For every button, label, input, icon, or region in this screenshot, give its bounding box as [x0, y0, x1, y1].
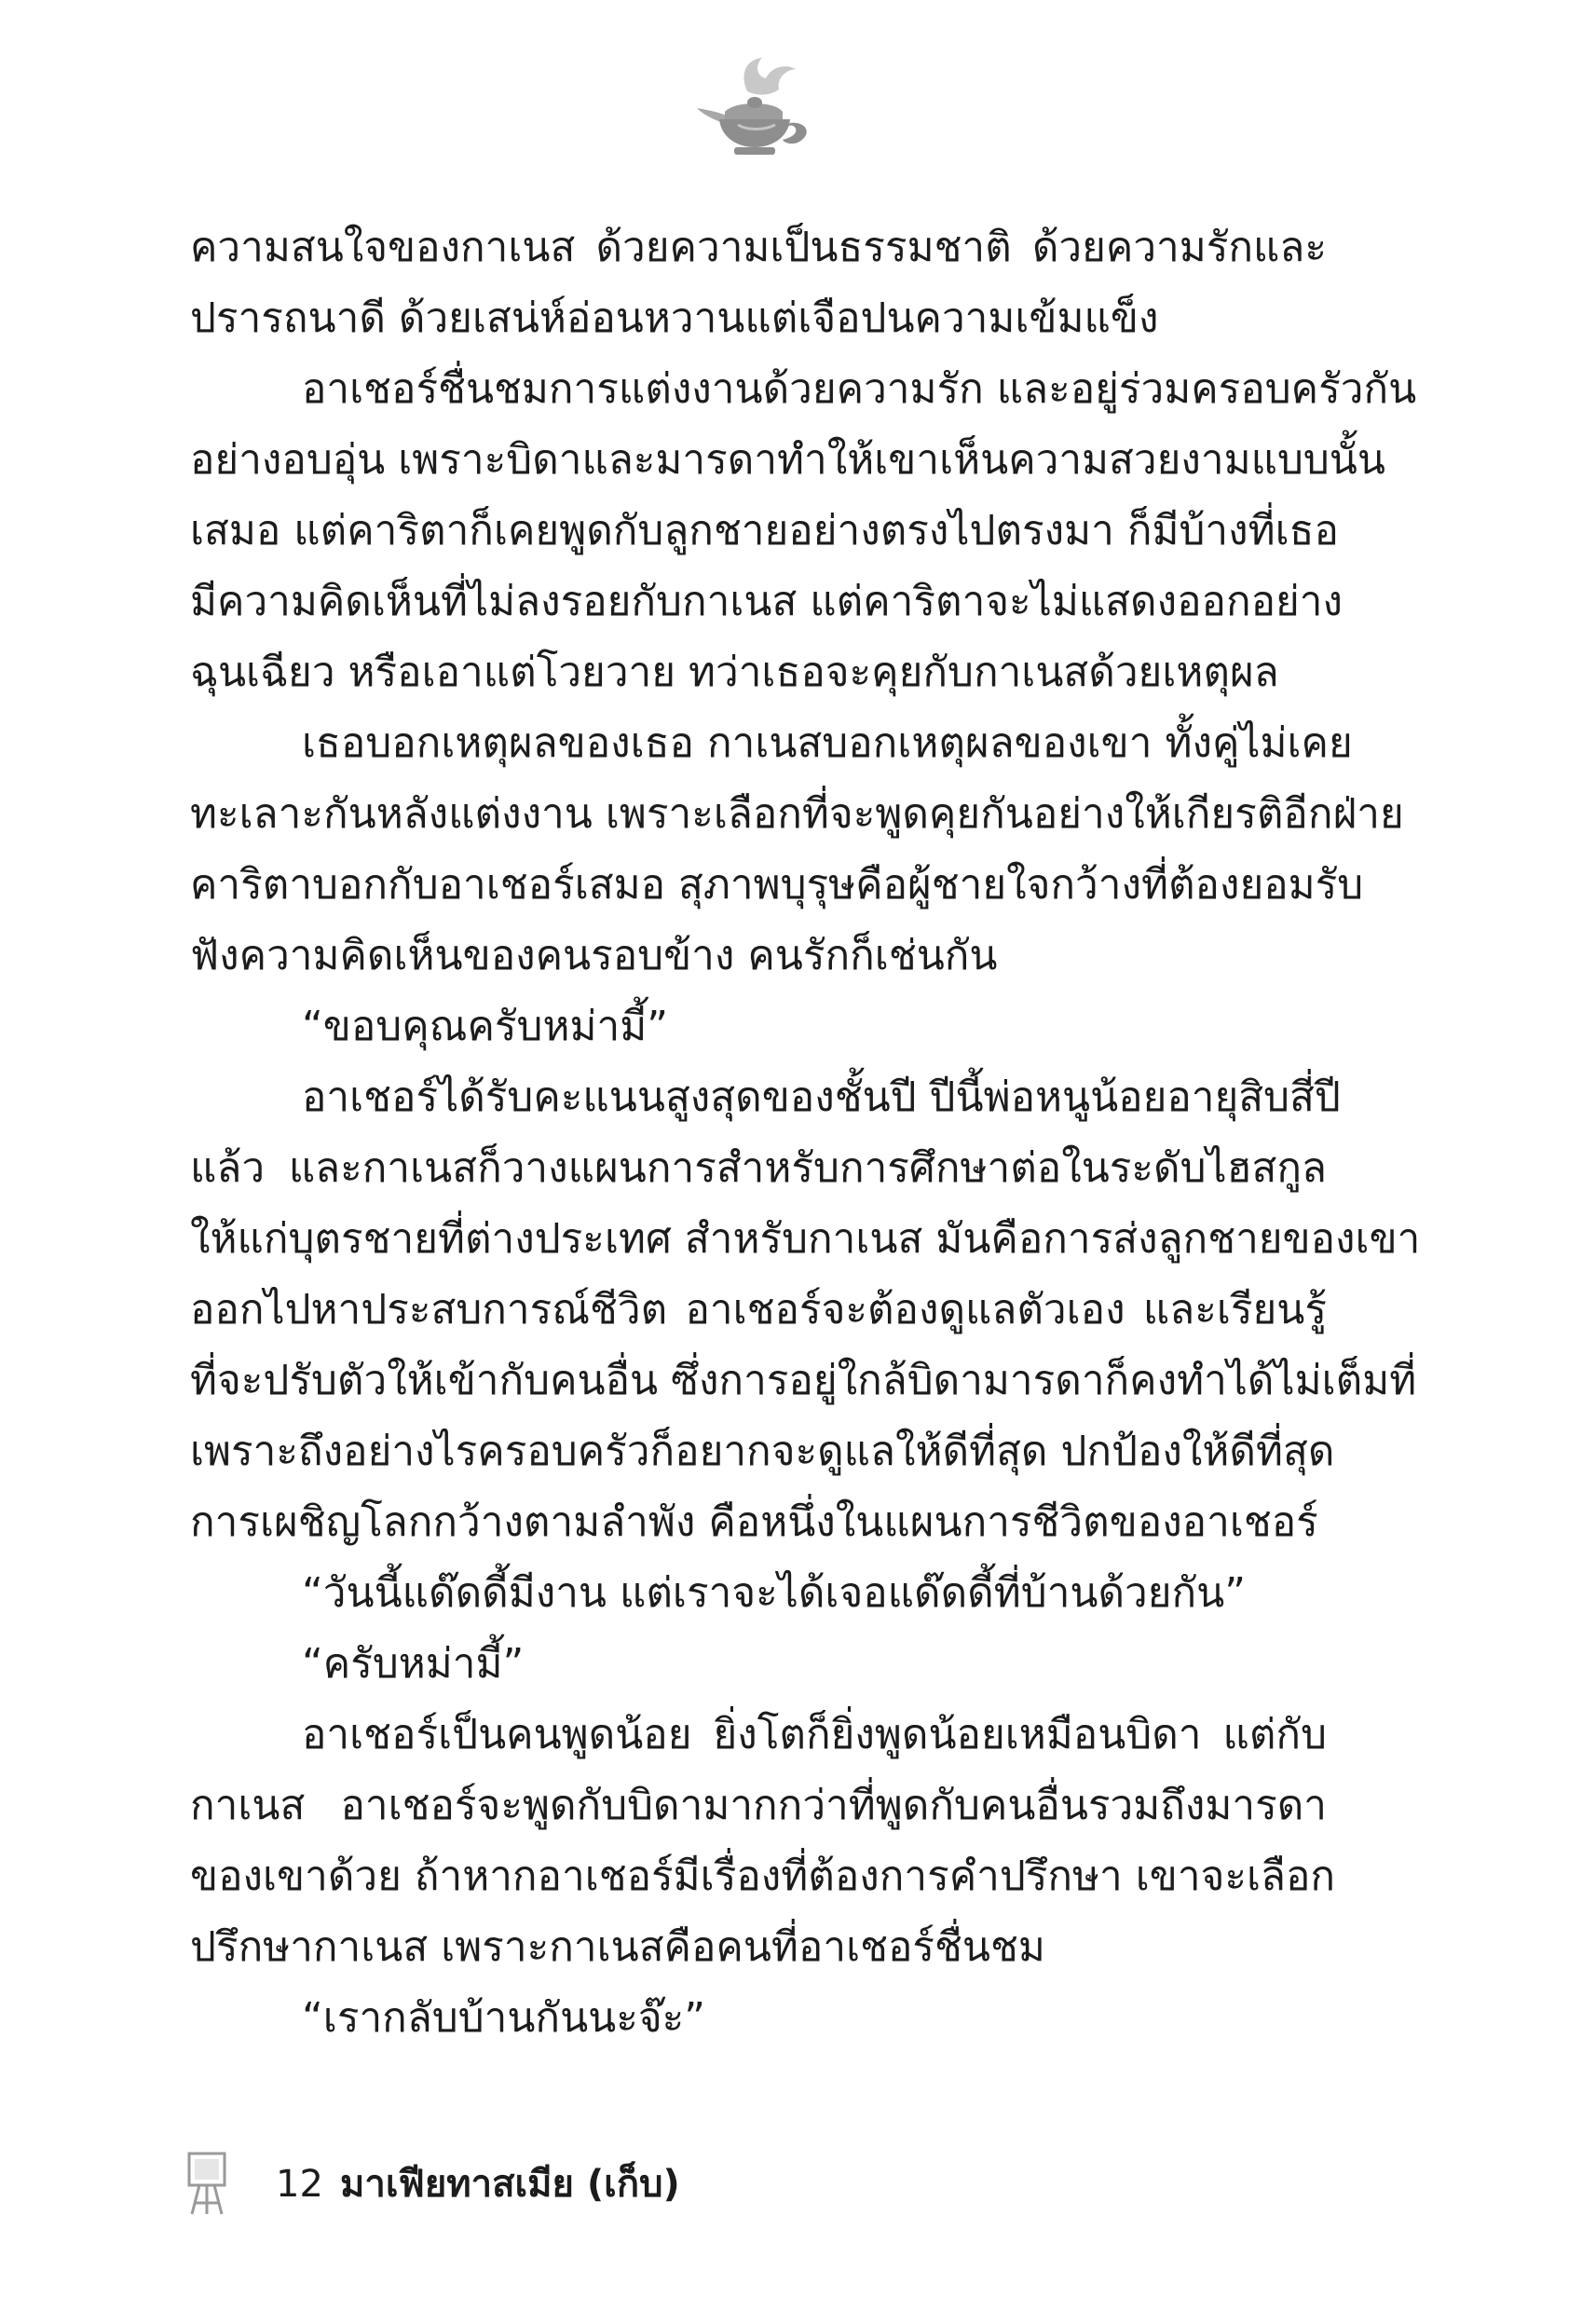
text-line: อาเชอร์ชื่นชมการแต่งงานด้วยความรัก และอยู่ร่วมครอบครัวกัน	[302, 365, 1417, 413]
text-line: “เรากลับบ้านกันนะจ๊ะ”	[302, 1994, 706, 2042]
text-line: ทะเลาะกันหลังแต่งงาน เพราะเลือกที่จะพูดคุยกันอย่างให้เกียรติอีกฝ่าย	[190, 790, 1404, 838]
text-line: “ครับหม่ามี้”	[302, 1640, 525, 1688]
text-line: ความสนใจของกาเนส ด้วยความเป็นธรรมชาติ ด้วยความรักและ	[190, 224, 1327, 271]
text-line: ปรึกษากาเนส เพราะกาเนสคือคนที่อาเชอร์ชื่นชม	[190, 1923, 1045, 1971]
text-line: มีความคิดเห็นที่ไม่ลงรอยกับกาเนส แต่คาริตาจะไม่แสดงออกอย่าง	[190, 578, 1343, 625]
text-line: แล้ว และกาเนสก็วางแผนการสำหรับการศึกษาต่อในระดับไฮสกูล	[190, 1144, 1327, 1192]
text-line: อาเชอร์เป็นคนพูดน้อย ยิ่งโตก็ยิ่งพูดน้อยเหมือนบิดา แต่กับ	[302, 1711, 1327, 1758]
text-line: ของเขาด้วย ถ้าหากอาเชอร์มีเรื่องที่ต้องการคำปรึกษา เขาจะเลือก	[190, 1853, 1336, 1900]
text-line: เสมอ แต่คาริตาก็เคยพูดกับลูกชายอย่างตรงไปตรงมา ก็มีบ้างที่เธอ	[190, 507, 1339, 554]
text-line: อาเชอร์ได้รับคะแนนสูงสุดของชั้นปี ปีนี้พ่อหนูน้อยอายุสิบสี่ปี	[302, 1073, 1341, 1121]
page-number: 12	[276, 2163, 323, 2206]
easel-icon	[186, 2151, 227, 2216]
text-line: ฉุนเฉียว หรือเอาแต่โวยวาย ทว่าเธอจะคุยกับกาเนสด้วยเหตุผล	[190, 649, 1279, 696]
page-footer	[186, 2151, 932, 2216]
text-line: ที่จะปรับตัวให้เข้ากับคนอื่น ซึ่งการอยู่ใกล้บิดามารดาก็คงทำได้ไม่เต็มที่	[190, 1357, 1417, 1404]
text-line: ออกไปหาประสบการณ์ชีวิต อาเชอร์จะต้องดูแลตัวเอง และเรียนรู้	[190, 1286, 1327, 1333]
text-line: ให้แก่บุตรชายที่ต่างประเทศ สำหรับกาเนส มันคือการส่งลูกชายของเขา	[190, 1215, 1421, 1263]
text-line: “ขอบคุณครับหม่ามี้”	[302, 1003, 668, 1050]
text-line: การเผชิญโลกกว้างตามลำพัง คือหนึ่งในแผนการชีวิตของอาเชอร์	[190, 1498, 1318, 1546]
genie-lamp-icon	[686, 54, 824, 166]
body-text	[190, 212, 1421, 2054]
text-line: อย่างอบอุ่น เพราะบิดาและมารดาทำให้เขาเห็นความสวยงามแบบนั้น	[190, 436, 1385, 484]
text-line: “วันนี้แด๊ดดี้มีงาน แต่เราจะได้เจอแด๊ดดี้ที่บ้านด้วยกัน”	[302, 1569, 1247, 1617]
book-title: มาเฟียทาสเมีย (เก็บ)	[340, 2163, 680, 2206]
text-line: ฟังความคิดเห็นของคนรอบข้าง คนรักก็เช่นกัน	[190, 932, 998, 979]
text-line: คาริตาบอกกับอาเชอร์เสมอ สุภาพบุรุษคือผู้ชายใจกว้างที่ต้องยอมรับ	[190, 861, 1364, 909]
text-line: เธอบอกเหตุผลของเธอ กาเนสบอกเหตุผลของเขา ทั้งคู่ไม่เคย	[302, 719, 1353, 767]
text-line: เพราะถึงอย่างไรครอบครัวก็อยากจะดูแลให้ดีที่สุด ปกป้องให้ดีที่สุด	[190, 1428, 1335, 1475]
text-line: ปรารถนาดี ด้วยเสน่ห์อ่อนหวานแต่เจือปนความเข้มแข็ง	[190, 294, 1159, 342]
text-line: กาเนส อาเชอร์จะพูดกับบิดามากกว่าที่พูดกับคนอื่นรวมถึงมารดา	[190, 1782, 1327, 1829]
